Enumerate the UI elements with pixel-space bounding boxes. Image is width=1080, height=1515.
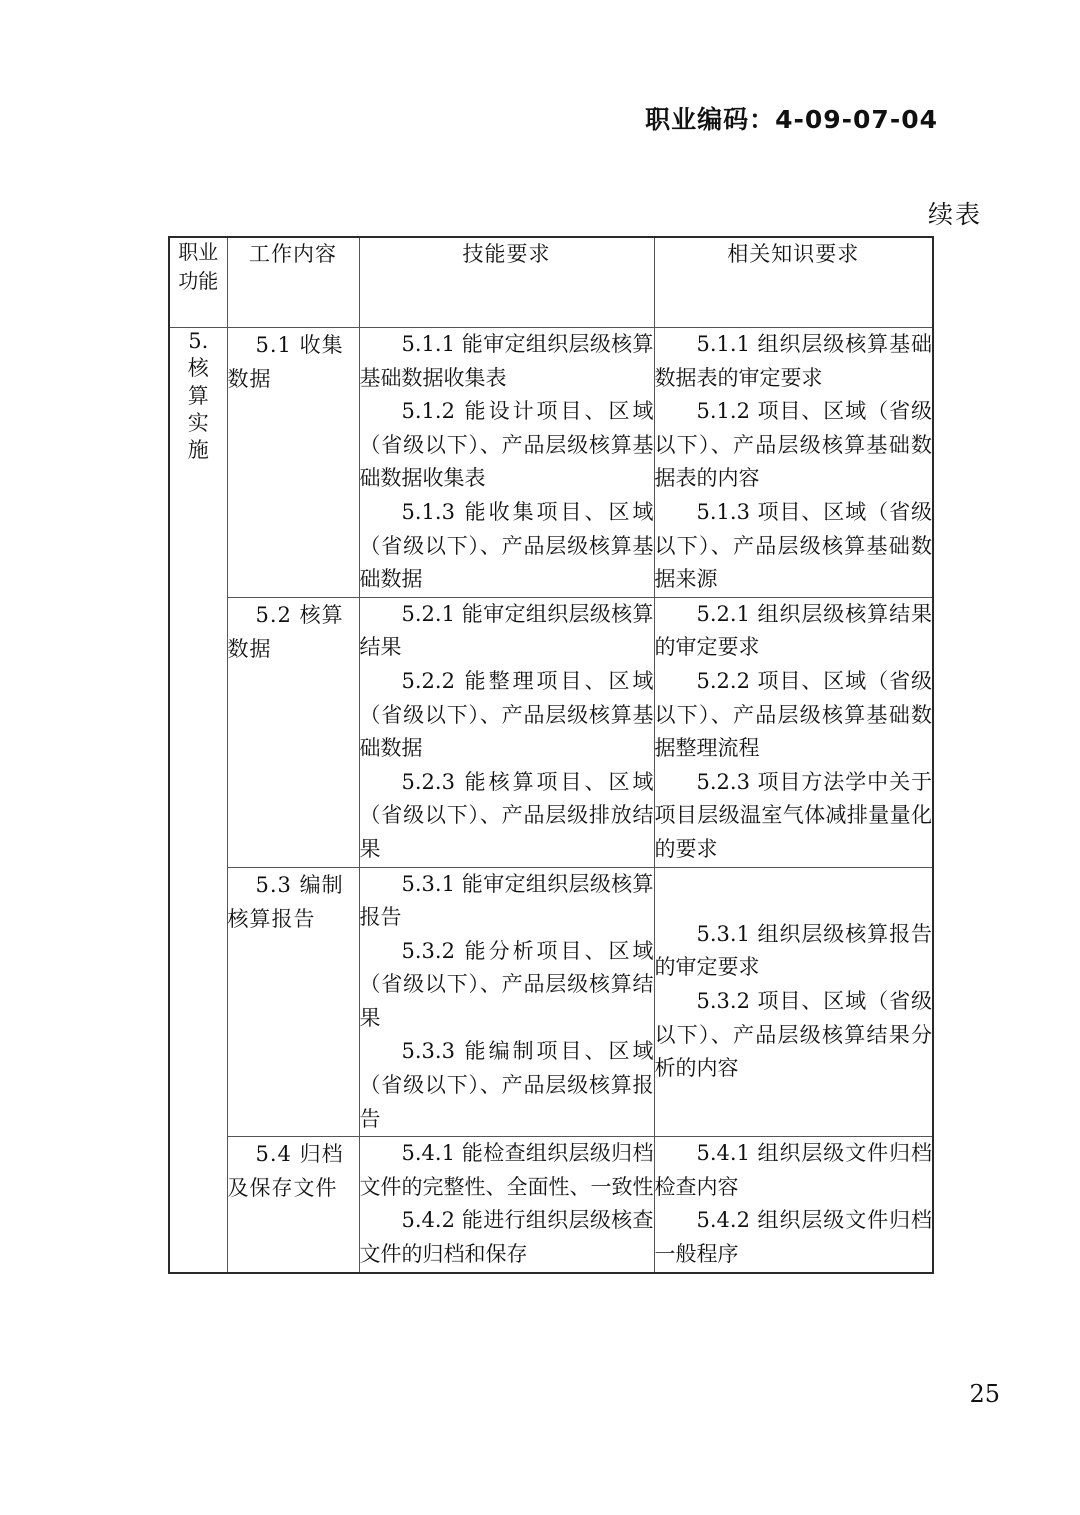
knowledge-item-5-4-2: 5.4.2 组织层级文件归档一般程序 [654, 1208, 932, 1267]
table-row [169, 1137, 933, 1273]
function-char-3: 实 [187, 410, 209, 435]
knowledge-cell-5-1 [654, 328, 933, 598]
knowledge-cell-5-2 [654, 597, 933, 867]
function-char-2: 算 [187, 383, 209, 408]
knowledge-item-5-1-2: 5.1.2 项目、区域（省级以下）、产品层级核算基础数据表的内容 [654, 399, 932, 491]
knowledge-item-5-3-2: 5.3.2 项目、区域（省级以下）、产品层级核算结果分析的内容 [654, 989, 932, 1081]
skill-cell-5-3 [359, 867, 654, 1137]
spec-table-container [168, 236, 932, 1274]
skill-cell-5-2 [359, 597, 654, 867]
function-char-4: 施 [187, 438, 209, 463]
skill-item-5-1-2: 5.1.2 能设计项目、区域（省级以下）、产品层级核算基础数据收集表 [359, 399, 654, 491]
work-content-5-1-line2: 数据 [227, 367, 272, 392]
work-content-cell-5-2 [227, 597, 359, 867]
skill-item-5-1-3: 5.1.3 能收集项目、区域（省级以下）、产品层级核算基础数据 [359, 499, 654, 592]
skill-item-5-4-2: 5.4.2 能进行组织层级核查文件的归档和保存 [359, 1208, 654, 1267]
column-header-skill-requirements: 技能要求 [359, 237, 654, 328]
column-header-function [169, 237, 227, 328]
work-content-5-4-line2: 及保存文件 [227, 1176, 338, 1201]
knowledge-item-5-2-1: 5.2.1 组织层级核算结果的审定要求 [654, 601, 932, 660]
work-content-5-4-line1: 5.4 归档 [255, 1142, 344, 1167]
skill-item-5-1-1: 5.1.1 能审定组织层级核算基础数据收集表 [359, 332, 654, 390]
skill-item-5-3-1: 5.3.1 能审定组织层级核算报告 [359, 871, 654, 930]
occupation-code-header: 职业编码：4-09-07-04 [645, 105, 938, 134]
occupation-spec-table [168, 236, 934, 1274]
skill-item-5-2-1: 5.2.1 能审定组织层级核算结果 [359, 601, 654, 660]
column-header-knowledge-requirements: 相关知识要求 [654, 237, 933, 328]
column-header-function-line2: 功能 [178, 269, 219, 293]
table-row [169, 328, 933, 598]
work-content-5-3-line1: 5.3 编制 [255, 872, 344, 897]
column-header-function-line1: 职业 [178, 240, 219, 264]
continued-table-label: 续表 [927, 200, 982, 229]
table-header [169, 237, 933, 328]
page-number: 25 [969, 1380, 1000, 1408]
function-cell-accounting-implementation [169, 328, 227, 1273]
table-row [169, 597, 933, 867]
table-header-row [169, 237, 933, 328]
work-content-cell-5-3 [227, 867, 359, 1137]
work-content-cell-5-4 [227, 1137, 359, 1273]
skill-item-5-4-1: 5.4.1 能检查组织层级归档文件的完整性、全面性、一致性 [359, 1141, 654, 1199]
work-content-cell-5-1 [227, 328, 359, 598]
function-char-1: 核 [187, 356, 209, 381]
table-body [169, 328, 933, 1273]
work-content-5-2-line1: 5.2 核算 [255, 602, 344, 627]
knowledge-item-5-3-1: 5.3.1 组织层级核算报告的审定要求 [654, 921, 932, 980]
knowledge-item-5-2-2: 5.2.2 项目、区域（省级以下）、产品层级核算基础数据整理流程 [654, 668, 932, 761]
function-number: 5. [188, 329, 209, 353]
knowledge-cell-5-4 [654, 1137, 933, 1273]
skill-cell-5-1 [359, 328, 654, 598]
knowledge-item-5-1-3: 5.1.3 项目、区域（省级以下）、产品层级核算基础数据来源 [654, 499, 932, 592]
knowledge-item-5-2-3: 5.2.3 项目方法学中关于项目层级温室气体减排量量化的要求 [654, 769, 932, 861]
skill-item-5-3-2: 5.3.2 能分析项目、区域（省级以下）、产品层级核算结果 [359, 938, 654, 1030]
knowledge-cell-5-3 [654, 867, 933, 1137]
knowledge-item-5-4-1: 5.4.1 组织层级文件归档检查内容 [654, 1141, 932, 1199]
table-row [169, 867, 933, 1137]
work-content-5-2-line2: 数据 [227, 636, 272, 661]
work-content-5-3-line2: 核算报告 [227, 906, 316, 931]
skill-cell-5-4 [359, 1137, 654, 1273]
column-header-work-content: 工作内容 [227, 237, 359, 328]
skill-item-5-2-2: 5.2.2 能整理项目、区域（省级以下）、产品层级核算基础数据 [359, 668, 654, 761]
knowledge-item-5-1-1: 5.1.1 组织层级核算基础数据表的审定要求 [654, 332, 932, 390]
skill-item-5-2-3: 5.2.3 能核算项目、区域（省级以下）、产品层级排放结果 [359, 769, 654, 861]
skill-item-5-3-3: 5.3.3 能编制项目、区域（省级以下）、产品层级核算报告 [359, 1039, 654, 1131]
work-content-5-1-line1: 5.1 收集 [255, 333, 344, 357]
